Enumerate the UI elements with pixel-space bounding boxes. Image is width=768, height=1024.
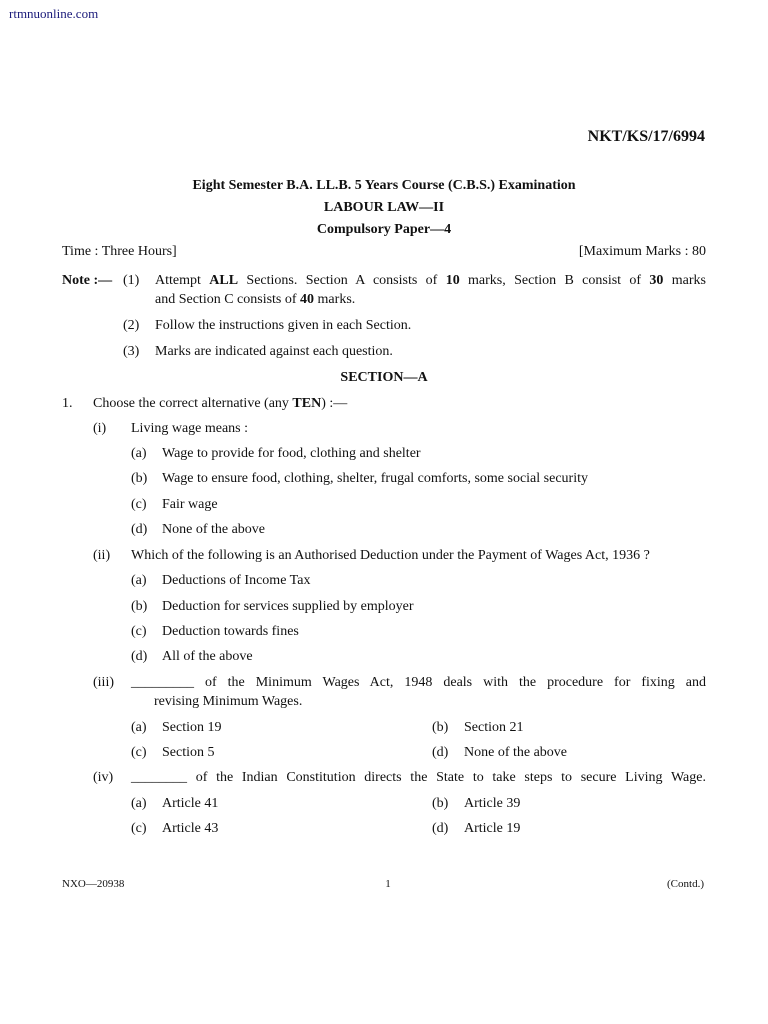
option-text: None of the above [162, 522, 266, 537]
option-text: Wage to provide for food, clothing and shelter [162, 446, 421, 461]
sub-question-number: (i) [93, 421, 107, 436]
option-text: All of the above [162, 649, 253, 664]
question-text: Choose the correct alternative (any TEN) :— [93, 396, 348, 411]
option-text: Deductions of Income Tax [162, 573, 311, 588]
subject-title: LABOUR LAW—II [323, 200, 445, 215]
note-num-1: (1) [123, 273, 140, 288]
option-key: (b) [131, 599, 148, 614]
note-num-3: (3) [123, 344, 140, 359]
option-text: Article 41 [162, 796, 219, 811]
option-key: (d) [131, 522, 148, 537]
sub-question-text: _________ of the Minimum Wages Act, 1948 deals with the procedure for fixing and [131, 675, 706, 690]
option-text: Article 43 [162, 821, 219, 836]
exam-title: Eight Semester B.A. LL.B. 5 Years Course (C.B.S.) Examination [192, 178, 576, 193]
paper-code: NKT/KS/17/6994 [587, 128, 705, 145]
option-text: Article 19 [464, 821, 521, 836]
option-text: Section 19 [162, 720, 222, 735]
max-marks: [Maximum Marks : 80 [578, 244, 706, 259]
paper-title: Compulsory Paper—4 [316, 222, 452, 237]
note-item-1-line2: and Section C consists of 40 marks. [155, 292, 356, 307]
option-key: (a) [131, 720, 147, 735]
sub-question-number: (ii) [93, 548, 111, 563]
option-text: Fair wage [162, 497, 218, 512]
option-key: (c) [131, 497, 147, 512]
sub-question-text: Living wage means : [131, 421, 249, 436]
option-text: Wage to ensure food, clothing, shelter, frugal comforts, some social security [162, 471, 588, 486]
option-key: (d) [131, 649, 148, 664]
site-watermark: rtmnuonline.com [9, 6, 99, 21]
option-key: (b) [131, 471, 148, 486]
note-item-3: Marks are indicated against each question. [155, 344, 393, 359]
option-key: (b) [432, 720, 449, 735]
sub-question-text-line2: revising Minimum Wages. [154, 694, 303, 709]
option-key: (c) [131, 745, 147, 760]
option-text: Section 21 [464, 720, 524, 735]
sub-question-number: (iv) [93, 770, 114, 785]
sub-question-text: ________ of the Indian Constitution directs the State to take steps to secure Living Wage. [131, 770, 706, 785]
note-item-2: Follow the instructions given in each Section. [155, 318, 412, 333]
footer-contd: (Contd.) [667, 878, 704, 890]
option-text: Article 39 [464, 796, 521, 811]
note-num-2: (2) [123, 318, 140, 333]
option-key: (b) [432, 796, 449, 811]
option-text: Deduction towards fines [162, 624, 299, 639]
option-key: (c) [131, 821, 147, 836]
option-text: None of the above [464, 745, 568, 760]
question-number: 1. [62, 396, 73, 411]
sub-question-number: (iii) [93, 675, 114, 690]
option-text: Section 5 [162, 745, 215, 760]
time-label: Time : Three Hours] [62, 244, 177, 259]
option-text: Deduction for services supplied by employer [162, 599, 414, 614]
note-item-1: Attempt ALL Sections. Section A consists of 10 marks, Section B consist of 30 marks [155, 273, 706, 288]
option-key: (c) [131, 624, 147, 639]
footer-code: NXO—20938 [62, 878, 125, 890]
sub-question-text: Which of the following is an Authorised Deduction under the Payment of Wages Act, 1936 ? [131, 548, 650, 563]
section-title: SECTION—A [340, 370, 428, 385]
note-label: Note :— [62, 273, 113, 288]
option-key: (a) [131, 796, 147, 811]
option-key: (a) [131, 446, 147, 461]
page-number: 1 [385, 878, 391, 890]
option-key: (a) [131, 573, 147, 588]
option-key: (d) [432, 821, 449, 836]
option-key: (d) [432, 745, 449, 760]
